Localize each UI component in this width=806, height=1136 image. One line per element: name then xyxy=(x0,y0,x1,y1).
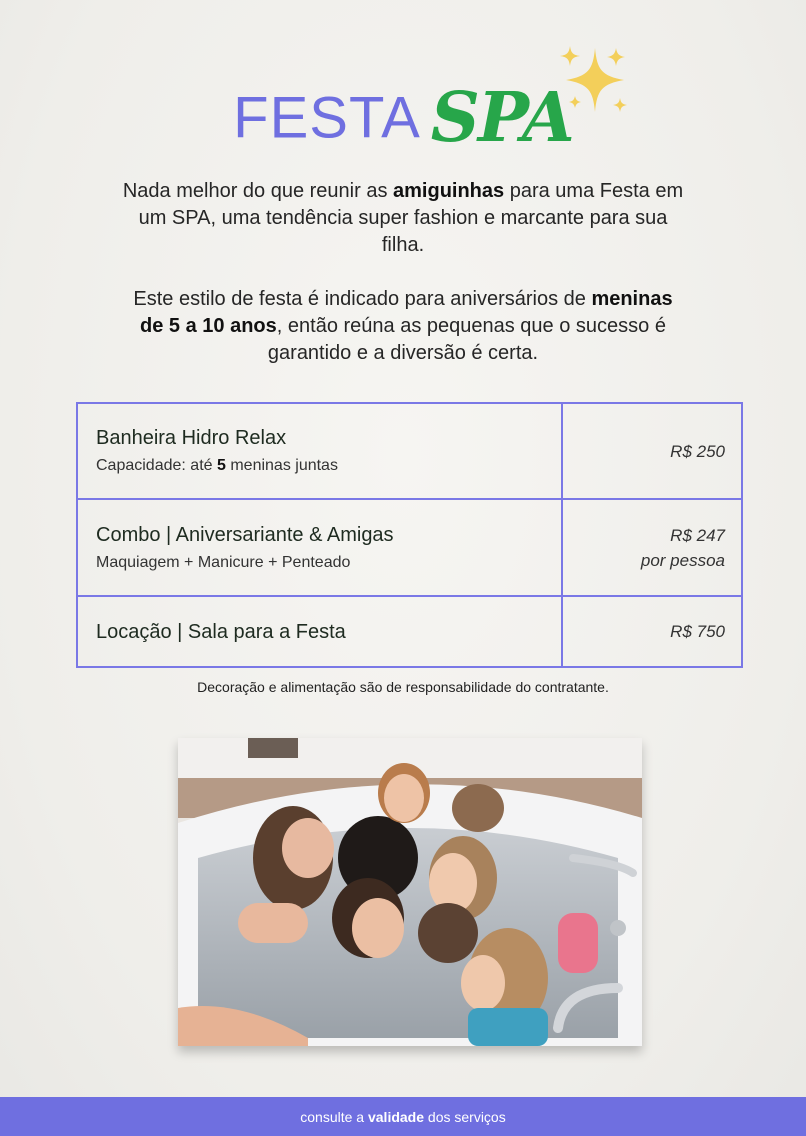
title-festa: FESTA xyxy=(233,85,421,151)
intro-paragraph-1: Nada melhor do que reunir as amiguinhas para uma Festa em um SPA, uma tendência super fashion e marcante para sua filha. xyxy=(122,180,684,256)
intro-highlight-amiguinhas: amiguinhas xyxy=(393,180,505,202)
title-spa: SPA xyxy=(430,78,573,158)
service-price-cell xyxy=(563,597,741,666)
photo-illustration xyxy=(178,738,642,1046)
service-price-note: por pessoa xyxy=(640,550,725,570)
footer-text: consulte a validade dos serviços xyxy=(300,1108,506,1125)
service-row xyxy=(78,500,741,597)
service-price: R$ 247 xyxy=(670,525,725,545)
service-price-cell xyxy=(563,404,741,498)
service-price: R$ 250 xyxy=(670,441,725,461)
footer-banner xyxy=(0,1097,806,1136)
service-name: Banheira Hidro Relax xyxy=(96,427,287,449)
service-info-cell xyxy=(78,597,563,666)
service-description: Capacidade: até 5 meninas juntas xyxy=(96,457,338,474)
intro-highlight-age: meninas de 5 a 10 anos xyxy=(140,288,673,337)
disclaimer-note: Decoração e alimentação são de responsabilidade do contratante. xyxy=(197,679,609,695)
service-info-cell xyxy=(78,404,563,498)
service-name: Combo | Aniversariante & Amigas xyxy=(96,523,394,546)
service-row xyxy=(78,404,741,500)
intro-paragraph-2: Este estilo de festa é indicado para aniversários de meninas de 5 a 10 anos, então reúna as pequenas que o sucesso é garantido e a diversão é certa. xyxy=(133,288,673,364)
page-title xyxy=(0,78,806,158)
service-price: R$ 750 xyxy=(670,622,725,641)
intro-text xyxy=(120,178,686,367)
services-price-table xyxy=(76,402,743,668)
service-name: Locação | Sala para a Festa xyxy=(96,620,346,643)
service-row xyxy=(78,597,741,666)
girls-in-hot-tub-photo xyxy=(178,738,642,1046)
service-price-cell xyxy=(563,500,741,595)
service-description: Maquiagem + Manicure + Penteado xyxy=(96,553,351,571)
service-info-cell xyxy=(78,500,563,595)
